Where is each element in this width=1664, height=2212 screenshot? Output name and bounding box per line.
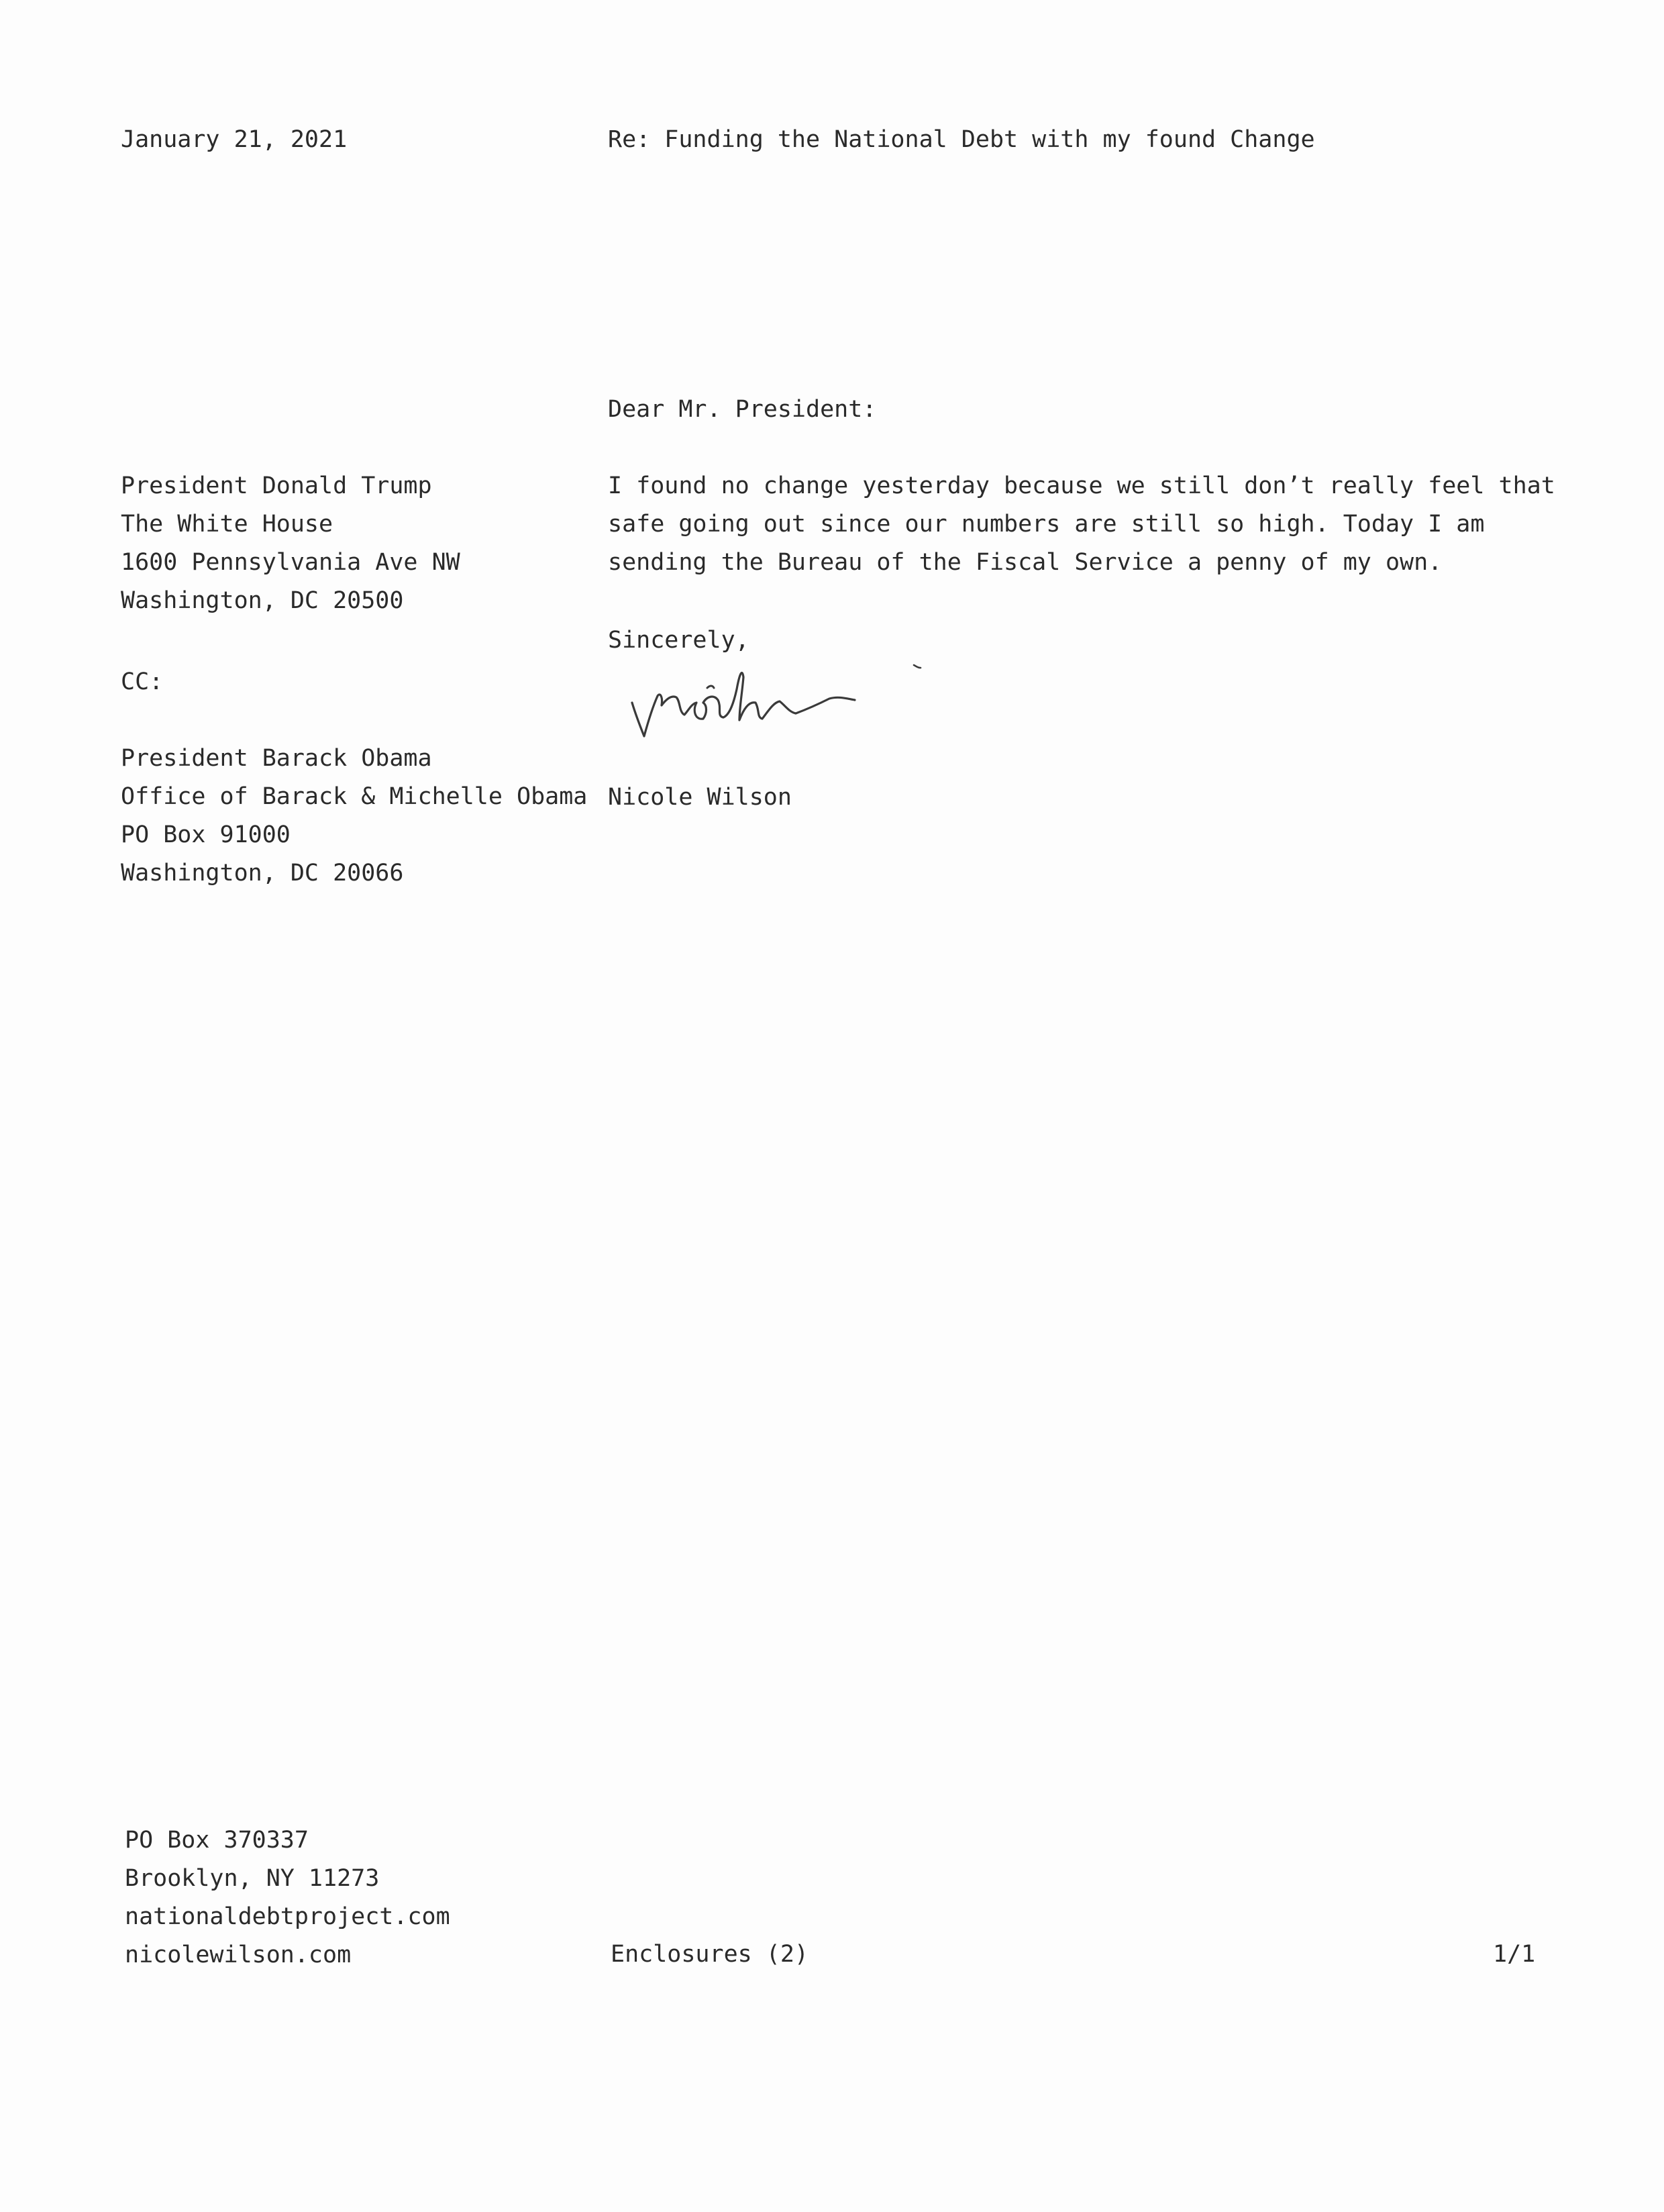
salutation: Dear Mr. President: [608,396,877,423]
website-link[interactable]: nicolewilson.com [125,1942,352,1968]
cc-recipient-address [121,740,587,893]
letter-date: January 21, 2021 [121,126,348,153]
recipient-line: Washington, DC 20500 [121,587,404,614]
cc-label: CC: [121,668,164,695]
recipient-line: President Donald Trump [121,472,432,499]
recipient-line: 1600 Pennsylvania Ave NW [121,549,460,576]
closing: Sincerely, [608,627,749,654]
sender-name: Nicole Wilson [608,784,792,811]
return-address-line: Brooklyn, NY 11273 [125,1865,380,1892]
cc-line: Washington, DC 20066 [121,860,404,887]
body-line: sending the Bureau of the Fiscal Service a penny of my own. [608,549,1443,576]
body-line: I found no change yesterday because we still don’t really feel that [608,472,1555,499]
recipient-address [121,467,460,620]
body-line: safe going out since our numbers are still so high. Today I am [608,511,1485,538]
signature-stroke [914,665,921,668]
cc-line: PO Box 91000 [121,821,291,848]
page-number: 1/1 [1493,1941,1536,1968]
enclosures-note: Enclosures (2) [611,1941,809,1968]
signature-icon [624,654,946,755]
letter-body [608,467,1555,582]
letter-subject: Re: Funding the National Debt with my found Change [608,126,1315,153]
return-address [125,1821,450,1974]
signature-stroke [632,673,855,736]
cc-line: Office of Barack & Michelle Obama [121,783,588,810]
recipient-line: The White House [121,511,333,538]
return-address-line: PO Box 370337 [125,1827,309,1854]
cc-line: President Barack Obama [121,745,432,772]
website-link[interactable]: nationaldebtproject.com [125,1903,450,1930]
signature-stroke [707,686,714,688]
